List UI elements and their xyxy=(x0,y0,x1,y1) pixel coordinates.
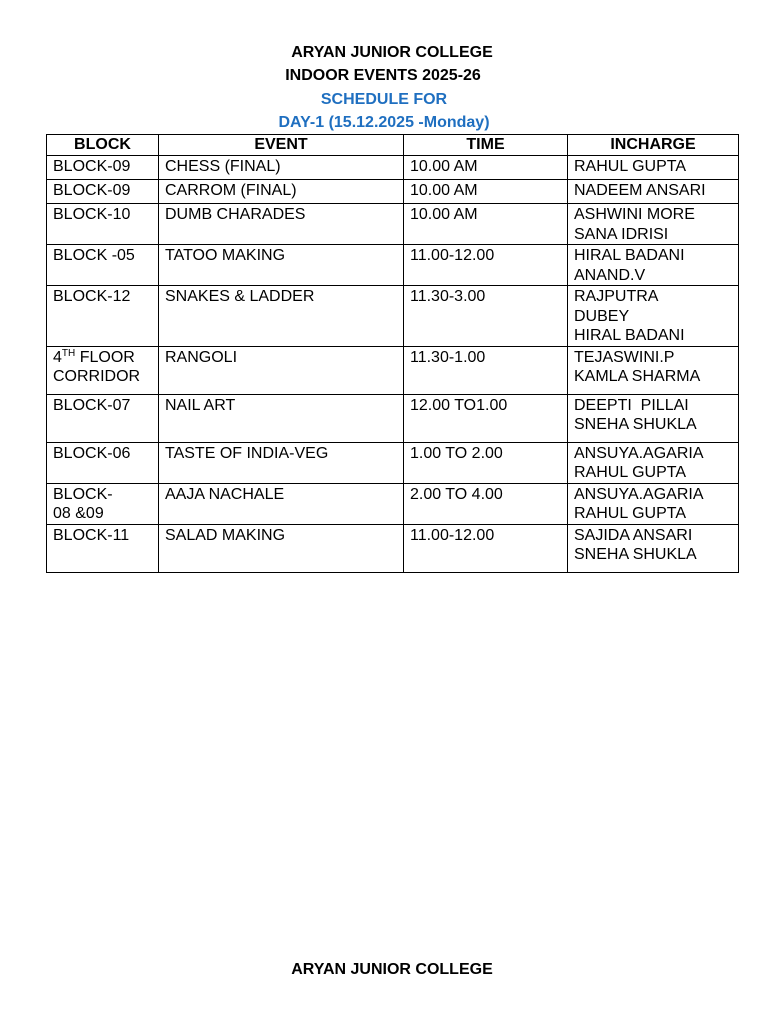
incharge-name: ASHWINI MORE xyxy=(574,206,695,223)
cell-time: 10.00 AM xyxy=(404,156,568,180)
block-line: CORRIDOR xyxy=(53,368,141,385)
cell-block xyxy=(47,180,159,204)
college-title: ARYAN JUNIOR COLLEGE xyxy=(291,44,493,61)
column-header-block: BLOCK xyxy=(47,135,159,156)
schedule-table-body xyxy=(47,156,739,573)
block-line: BLOCK-09 xyxy=(53,158,131,175)
cell-event: CARROM (FINAL) xyxy=(159,180,404,204)
block-line: BLOCK-07 xyxy=(53,396,131,414)
cell-incharge xyxy=(568,180,739,204)
cell-block xyxy=(47,442,159,483)
block-line: BLOCK-09 xyxy=(53,182,131,199)
column-header-time: TIME xyxy=(404,135,568,156)
cell-time: 1.00 TO 2.00 xyxy=(404,442,568,483)
incharge-name: RAHUL GUPTA xyxy=(574,464,687,481)
block-line: BLOCK -05 xyxy=(53,247,135,264)
cell-incharge xyxy=(568,245,739,286)
cell-block xyxy=(47,245,159,286)
incharge-name: TEJASWINI.P xyxy=(574,348,675,366)
table-row xyxy=(47,286,739,347)
incharge-name: RAJPUTRA xyxy=(574,288,659,305)
table-row xyxy=(47,346,739,394)
cell-incharge xyxy=(568,394,739,442)
incharge-name: SAJIDA ANSARI xyxy=(574,526,693,544)
cell-event: TATOO MAKING xyxy=(159,245,404,286)
table-header-row xyxy=(47,135,739,156)
incharge-name: HIRAL BADANI xyxy=(574,327,685,344)
cell-time: 12.00 TO1.00 xyxy=(404,394,568,442)
cell-incharge xyxy=(568,346,739,394)
block-ordinal-suffix: TH xyxy=(61,347,76,359)
cell-event: NAIL ART xyxy=(159,394,404,442)
cell-incharge xyxy=(568,156,739,180)
cell-incharge xyxy=(568,483,739,524)
table-row xyxy=(47,204,739,245)
cell-incharge xyxy=(568,524,739,572)
block-floor-text: FLOOR xyxy=(75,348,135,366)
cell-time: 11.30-3.00 xyxy=(404,286,568,347)
cell-event: AAJA NACHALE xyxy=(159,483,404,524)
table-row xyxy=(47,180,739,204)
cell-incharge xyxy=(568,204,739,245)
incharge-name: ANAND.V xyxy=(574,266,646,284)
cell-block xyxy=(47,156,159,180)
table-row xyxy=(47,245,739,286)
incharge-name: NADEEM ANSARI xyxy=(574,182,706,199)
table-row xyxy=(47,483,739,524)
cell-event: DUMB CHARADES xyxy=(159,204,404,245)
block-line: 08 &09 xyxy=(53,505,104,522)
cell-time: 11.00-12.00 xyxy=(404,245,568,286)
incharge-name: RAHUL GUPTA xyxy=(574,505,687,522)
cell-block xyxy=(47,483,159,524)
cell-block xyxy=(47,524,159,572)
block-line: BLOCK-10 xyxy=(53,206,131,223)
schedule-subtitle: SCHEDULE FOR xyxy=(320,91,448,108)
schedule-table xyxy=(46,134,739,573)
table-row xyxy=(47,524,739,572)
block-line: BLOCK-11 xyxy=(53,526,130,544)
block-line xyxy=(53,348,152,368)
table-row xyxy=(47,156,739,180)
cell-block xyxy=(47,204,159,245)
table-row xyxy=(47,442,739,483)
cell-event: SALAD MAKING xyxy=(159,524,404,572)
footer-college: ARYAN JUNIOR COLLEGE xyxy=(291,961,493,978)
incharge-name: SNEHA SHUKLA xyxy=(574,546,697,563)
day-subtitle: DAY-1 (15.12.2025 -Monday) xyxy=(278,114,490,131)
cell-incharge xyxy=(568,442,739,483)
cell-time: 11.00-12.00 xyxy=(404,524,568,572)
incharge-name: RAHUL GUPTA xyxy=(574,158,687,175)
events-title: INDOOR EVENTS 2025-26 xyxy=(285,67,481,84)
cell-event: RANGOLI xyxy=(159,346,404,394)
column-header-incharge: INCHARGE xyxy=(568,135,739,156)
cell-block xyxy=(47,286,159,347)
incharge-name: DUBEY xyxy=(574,307,630,325)
cell-incharge xyxy=(568,286,739,347)
cell-event: SNAKES & LADDER xyxy=(159,286,404,347)
block-number: 4 xyxy=(53,348,62,366)
block-line: BLOCK- xyxy=(53,485,113,503)
incharge-name: ANSUYA.AGARIA xyxy=(574,444,704,462)
cell-time: 11.30-1.00 xyxy=(404,346,568,394)
block-line: BLOCK-06 xyxy=(53,444,131,462)
column-header-event: EVENT xyxy=(159,135,404,156)
cell-time: 2.00 TO 4.00 xyxy=(404,483,568,524)
incharge-name: DEEPTI PILLAI xyxy=(574,396,689,414)
incharge-name: SNEHA SHUKLA xyxy=(574,416,697,433)
cell-time: 10.00 AM xyxy=(404,204,568,245)
table-row xyxy=(47,394,739,442)
cell-event: TASTE OF INDIA-VEG xyxy=(159,442,404,483)
incharge-name: HIRAL BADANI xyxy=(574,247,685,264)
cell-block xyxy=(47,346,159,394)
cell-block xyxy=(47,394,159,442)
incharge-name: KAMLA SHARMA xyxy=(574,368,701,385)
cell-time: 10.00 AM xyxy=(404,180,568,204)
incharge-name: ANSUYA.AGARIA xyxy=(574,485,704,503)
block-line: BLOCK-12 xyxy=(53,288,131,305)
incharge-name: SANA IDRISI xyxy=(574,225,669,243)
cell-event: CHESS (FINAL) xyxy=(159,156,404,180)
